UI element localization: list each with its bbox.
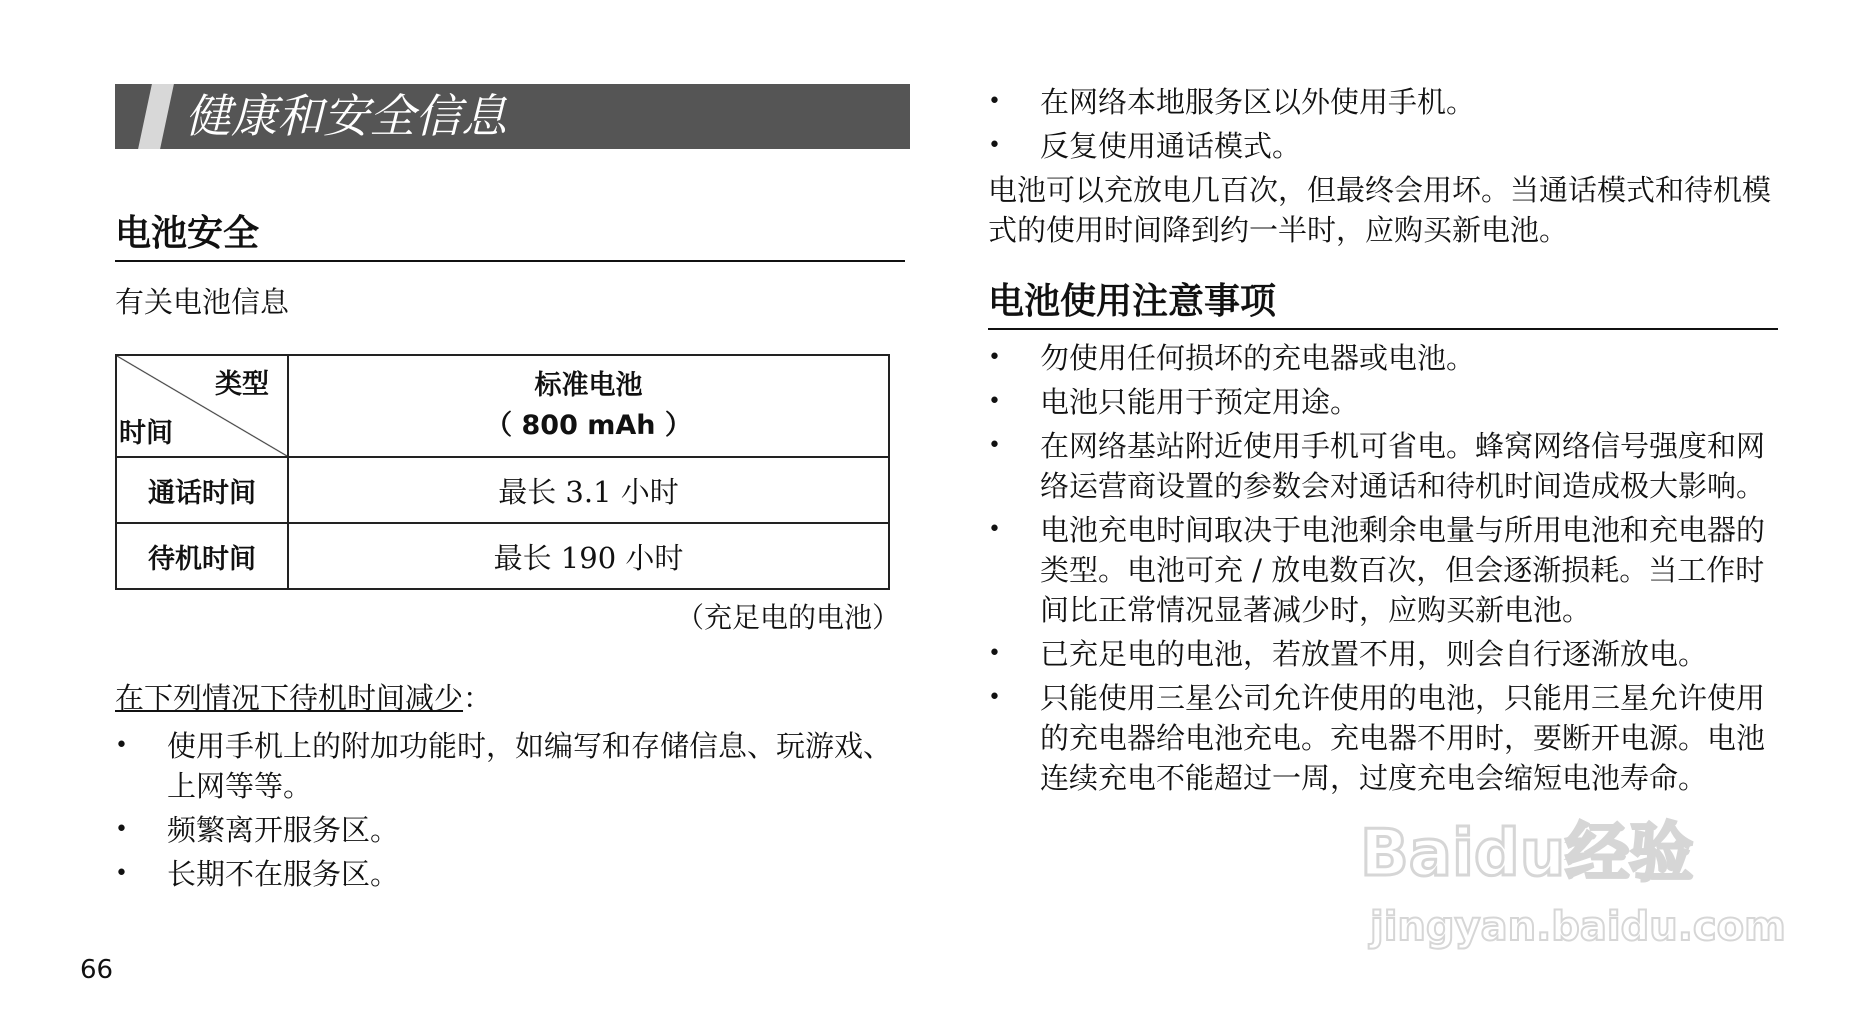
list-item: • 在网络基站附近使用手机可省电。蜂窝网络信号强度和网络运营商设置的参数会对通话和待机时间造成极大影响。 xyxy=(988,426,1778,506)
list-item: • 反复使用通话模式。 xyxy=(988,126,1778,166)
svg-text:jingyan.baidu.com: jingyan.baidu.com xyxy=(1370,904,1786,950)
row-label-talk-time: 通话时间 xyxy=(116,457,288,523)
usage-conditions-list xyxy=(988,82,1778,166)
list-item: • 使用手机上的附加功能时，如编写和存储信息、玩游戏、上网等等。 xyxy=(115,726,905,806)
heading-colon: ： xyxy=(463,681,493,715)
battery-capacity: （ 800 mAh ） xyxy=(485,410,692,441)
baidu-watermark-logo xyxy=(1340,790,1790,960)
svg-text:Baidu经验: Baidu经验 xyxy=(1360,817,1694,891)
diag-time-label: 时间 xyxy=(119,418,173,449)
row-label-standby-time: 待机时间 xyxy=(116,523,288,589)
standby-reduce-heading xyxy=(115,678,905,718)
list-item: • 只能使用三星公司允许使用的电池，只能用三星允许使用的充电器给电池充电。充电器不用时，要断开电源。电池连续充电不能超过一周，过度充电会缩短电池寿命。 xyxy=(988,678,1778,798)
left-column xyxy=(115,210,905,898)
right-column xyxy=(988,82,1778,802)
row-value-talk-time: 最长 3.1 小时 xyxy=(288,457,889,523)
battery-type-name: 标准电池 xyxy=(534,370,643,401)
table-row xyxy=(116,523,889,589)
table-row xyxy=(116,457,889,523)
table-header-row xyxy=(116,355,889,457)
section-title-battery-precautions: 电池使用注意事项 xyxy=(988,278,1778,330)
list-item: • 已充足电的电池，若放置不用，则会自行逐渐放电。 xyxy=(988,634,1778,674)
list-item: • 电池只能用于预定用途。 xyxy=(988,382,1778,422)
list-item: • 频繁离开服务区。 xyxy=(115,810,905,850)
table-note: （充足电的电池） xyxy=(675,601,900,634)
battery-table xyxy=(115,354,890,590)
diag-type-label: 类型 xyxy=(215,369,269,400)
standby-reduce-list xyxy=(115,726,905,894)
list-item: • 在网络本地服务区以外使用手机。 xyxy=(988,82,1778,122)
precautions-list xyxy=(988,338,1778,798)
list-item: • 勿使用任何损坏的充电器或电池。 xyxy=(988,338,1778,378)
diagonal-header-cell xyxy=(116,355,288,457)
page-number: 66 xyxy=(80,955,114,985)
list-item: • 电池充电时间取决于电池剩余电量与所用电池和充电器的类型。电池可充 / 放电数百次，但会逐渐损耗。当工作时间比正常情况显著减少时，应购买新电池。 xyxy=(988,510,1778,630)
standby-reduce-heading-text: 在下列情况下待机时间减少 xyxy=(115,681,464,715)
row-value-standby-time: 最长 190 小时 xyxy=(288,523,889,589)
section-title-battery-safety: 电池安全 xyxy=(115,210,905,262)
list-item: • 长期不在服务区。 xyxy=(115,854,905,894)
battery-lifetime-paragraph: 电池可以充放电几百次，但最终会用坏。当通话模式和待机模式的使用时间降到约一半时，应购买新电池。 xyxy=(988,173,1772,247)
chapter-banner xyxy=(115,84,910,149)
standard-battery-header xyxy=(288,355,889,457)
chapter-title: 健康和安全信息 xyxy=(185,89,507,143)
banner-accent-bar xyxy=(138,84,174,149)
battery-info-label: 有关电池信息 xyxy=(115,285,290,319)
